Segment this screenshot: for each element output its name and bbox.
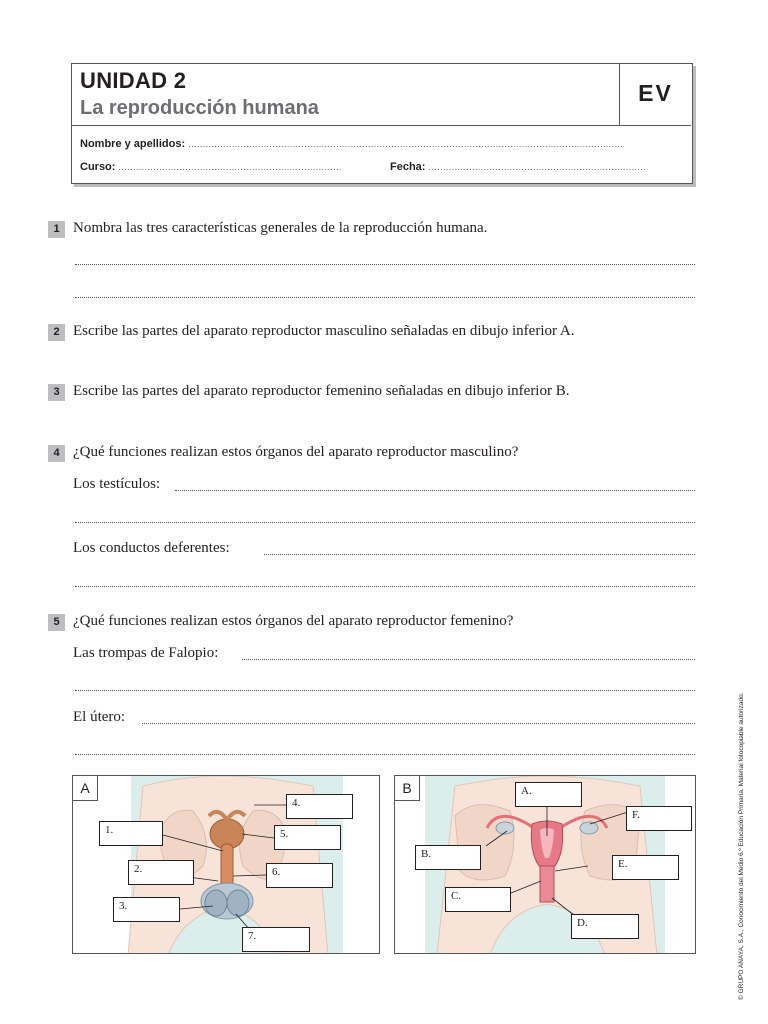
date-dots: ........................................................................... <box>428 162 647 172</box>
question-number: 1 <box>48 221 65 238</box>
answer-box-4[interactable]: 4. <box>286 794 353 819</box>
answer-line[interactable] <box>75 690 695 691</box>
name-label: Nombre y apellidos: <box>80 138 186 150</box>
ev-area <box>620 64 691 126</box>
name-dots: ...................................................................................................................................................... <box>188 139 624 149</box>
question-text: ¿Qué funciones realizan estos órganos del aparato reproductor femenino? <box>73 613 514 629</box>
answer-line[interactable] <box>264 554 695 555</box>
answer-line[interactable] <box>142 723 695 724</box>
answer-box-7[interactable]: 7. <box>242 927 310 952</box>
answer-line[interactable] <box>75 297 695 298</box>
header-box <box>71 63 693 184</box>
question-text: Nombra las tres características generales de la reproducción humana. <box>73 220 488 236</box>
answer-line[interactable] <box>75 586 695 587</box>
title-area <box>72 64 620 126</box>
evaluation-code: EV <box>638 80 673 106</box>
question-text: Escribe las partes del aparato reproductor femenino señaladas en dibujo inferior B. <box>73 383 570 399</box>
question-number: 3 <box>48 384 65 401</box>
diagram-letter: A <box>73 776 98 801</box>
name-field[interactable] <box>80 138 623 150</box>
course-dots: ............................................................................. <box>118 162 342 172</box>
answer-box-a[interactable]: A. <box>515 782 582 807</box>
answer-box-d[interactable]: D. <box>571 914 639 939</box>
question-number: 2 <box>48 324 65 341</box>
answer-box-e[interactable]: E. <box>612 855 679 880</box>
answer-line[interactable] <box>75 754 695 755</box>
item-testicles: Los testículos: <box>73 476 161 492</box>
question-text: Escribe las partes del aparato reproductor masculino señaladas en dibujo inferior A. <box>73 323 575 339</box>
answer-line[interactable] <box>75 522 695 523</box>
question-number: 5 <box>48 614 65 631</box>
question-number: 4 <box>48 445 65 462</box>
item-vas-deferens: Los conductos deferentes: <box>73 540 230 556</box>
answer-box-6[interactable]: 6. <box>266 863 333 888</box>
date-label: Fecha: <box>390 161 426 173</box>
question-text: ¿Qué funciones realizan estos órganos del aparato reproductor masculino? <box>73 444 519 460</box>
answer-box-5[interactable]: 5. <box>274 825 341 850</box>
item-fallopian-tubes: Las trompas de Falopio: <box>73 645 219 661</box>
unit-title: La reproducción humana <box>80 97 319 119</box>
answer-line[interactable] <box>175 490 695 491</box>
answer-line[interactable] <box>242 659 695 660</box>
diagram-male <box>72 775 380 954</box>
answer-box-1[interactable]: 1. <box>99 821 163 846</box>
diagram-female <box>394 775 696 954</box>
answer-box-c[interactable]: C. <box>445 887 511 912</box>
date-field[interactable] <box>390 161 646 173</box>
unit-label: UNIDAD 2 <box>80 68 187 93</box>
copyright-notice: © GRUPO ANAYA, S.A., Conocimiento del Medio 6.º Educación Primaria. Material fotocopiable autorizado. <box>738 692 745 1000</box>
answer-box-f[interactable]: F. <box>626 806 692 831</box>
answer-box-2[interactable]: 2. <box>128 860 194 885</box>
diagram-letter: B <box>395 776 420 801</box>
answer-box-3[interactable]: 3. <box>113 897 180 922</box>
answer-box-b[interactable]: B. <box>415 845 481 870</box>
course-label: Curso: <box>80 161 116 173</box>
answer-line[interactable] <box>75 264 695 265</box>
item-uterus: El útero: <box>73 709 126 725</box>
course-field[interactable] <box>80 161 342 173</box>
